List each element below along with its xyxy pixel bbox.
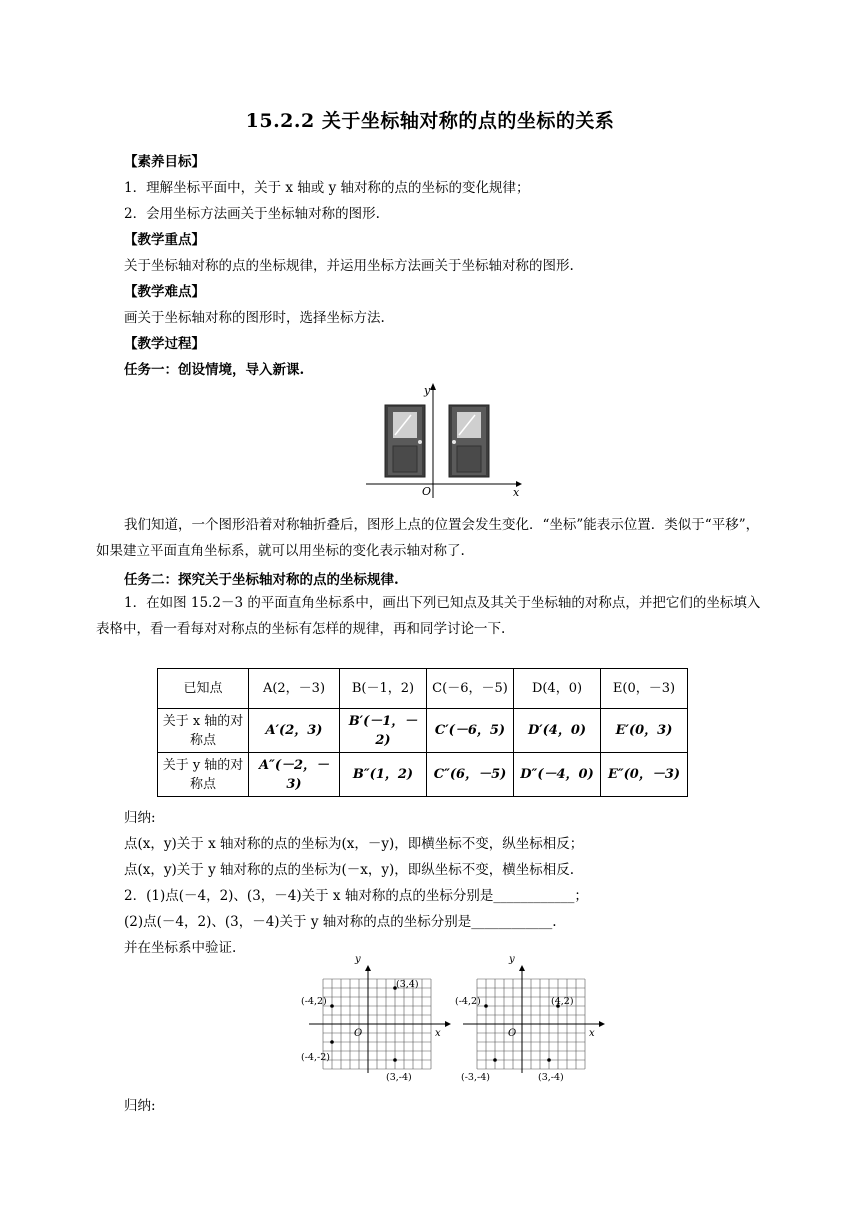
difficulty-heading: 【教学难点】 [124,284,205,300]
page-title: 15.2.2 关于坐标轴对称的点的坐标的关系 [245,110,615,132]
x-axis-arrow [599,1021,605,1027]
point-label: (-4,2) [301,996,327,1007]
y-axis-arrow [519,965,525,971]
point-marker [330,1004,334,1008]
point-label: (-4,-2) [301,1052,330,1063]
right-grid [463,965,605,1073]
point-label: (3,-4) [386,1072,412,1083]
table-row [158,753,688,797]
right-origin-label: O [508,1028,517,1039]
table-cell: E″(0，－3) [601,753,688,797]
question-2-line-2: (2)点(－4，2)、(3，－4)关于 y 轴对称的点的坐标分别是____________. [124,914,557,930]
point-marker [330,1040,334,1044]
point-label: (-3,-4) [461,1072,490,1083]
left-grid [309,965,451,1073]
table-cell: 关于 y 轴的对称点 [158,753,249,797]
table-cell: C′(－6，5) [427,709,514,753]
task1-heading: 任务一：创设情境，导入新课. [124,362,305,378]
summary1-line-2: 点(x，y)关于 y 轴对称的点的坐标为(－x，y)，即纵坐标不变，横坐标相反. [124,862,575,878]
table-cell: E(0，－3) [601,669,688,709]
summary1-line-1: 点(x，y)关于 x 轴对称的点的坐标为(x，－y)，即横坐标不变，纵坐标相反； [124,836,584,852]
point-label: (4,2) [551,996,574,1007]
table-cell: D(4，0) [514,669,601,709]
point-label: (3,4) [396,979,419,990]
difficulty-text: 画关于坐标轴对称的图形时，选择坐标方法. [124,310,385,326]
point-marker [547,1058,551,1062]
point-label: (-4,2) [455,996,481,1007]
key-point-text: 关于坐标轴对称的点的坐标规律，并运用坐标方法画关于坐标轴对称的图形. [124,258,574,274]
goal-item-2: 2．会用坐标方法画关于坐标轴对称的图形. [124,206,380,222]
point-marker [493,1058,497,1062]
table-cell: B″(1，2) [340,753,427,797]
right-y-label: y [509,954,515,965]
y-axis-arrow [365,965,371,971]
y-axis-arrow [430,383,436,390]
left-x-label: x [435,1028,441,1039]
table-row [158,669,688,709]
goals-heading: 【素养目标】 [124,154,205,170]
point-marker [393,1058,397,1062]
task2-heading: 任务二：探究关于坐标轴对称的点的坐标规律. [124,572,399,588]
left-door [385,405,425,477]
left-origin-label: O [354,1028,363,1039]
x-axis-label: x [513,486,520,499]
table-cell: 已知点 [158,669,249,709]
table-cell: C″(6，－5) [427,753,514,797]
process-heading: 【教学过程】 [124,336,205,352]
table-cell: D′(4，0) [514,709,601,753]
question-2-line-1: 2．(1)点(－4，2)、(3，－4)关于 x 轴对称的点的坐标分别是____________； [124,888,588,904]
coordinate-grids [288,950,608,1086]
table-cell: C(－6，－5) [427,669,514,709]
task2-question-1: 1．在如图 15.2－3 的平面直角坐标系中，画出下列已知点及其关于坐标轴的对称点，并把它们的坐标填入表格中，看一看每对对称点的坐标有怎样的规律，再和同学讨论一下. [96,595,761,637]
left-y-label: y [355,954,361,965]
table-cell: E′(0，3) [601,709,688,753]
table-cell: A′(2，3) [249,709,340,753]
right-door [449,405,489,477]
point-marker [484,1004,488,1008]
table-cell: A(2，－3) [249,669,340,709]
table-cell: 关于 x 轴的对称点 [158,709,249,753]
y-axis-label: y [424,384,431,397]
table-cell: D″(－4，0) [514,753,601,797]
key-point-heading: 【教学重点】 [124,232,205,248]
summary1-heading: 归纳: [124,810,156,826]
question-2-line-3: 并在坐标系中验证. [124,940,237,956]
table-cell: B(－1，2) [340,669,427,709]
table-cell: B′(－1，－2) [340,709,427,753]
table-cell: A″(－2，－3) [249,753,340,797]
table-row [158,709,688,753]
right-x-label: x [589,1028,595,1039]
goal-item-1: 1．理解坐标平面中，关于 x 轴或 y 轴对称的点的坐标的变化规律； [124,180,530,196]
summary2-heading: 归纳: [124,1098,156,1114]
door-symmetry-figure [366,380,526,500]
x-axis-arrow [445,1021,451,1027]
point-label: (3,-4) [538,1072,564,1083]
task1-paragraph: 我们知道，一个图形沿着对称轴折叠后，图形上点的位置会发生变化．“坐标”能表示位置．类似于“平移”，如果建立平面直角坐标系，就可以用坐标的变化表示轴对称了. [96,517,760,559]
coordinate-table [157,668,688,797]
origin-label: O [422,485,432,498]
